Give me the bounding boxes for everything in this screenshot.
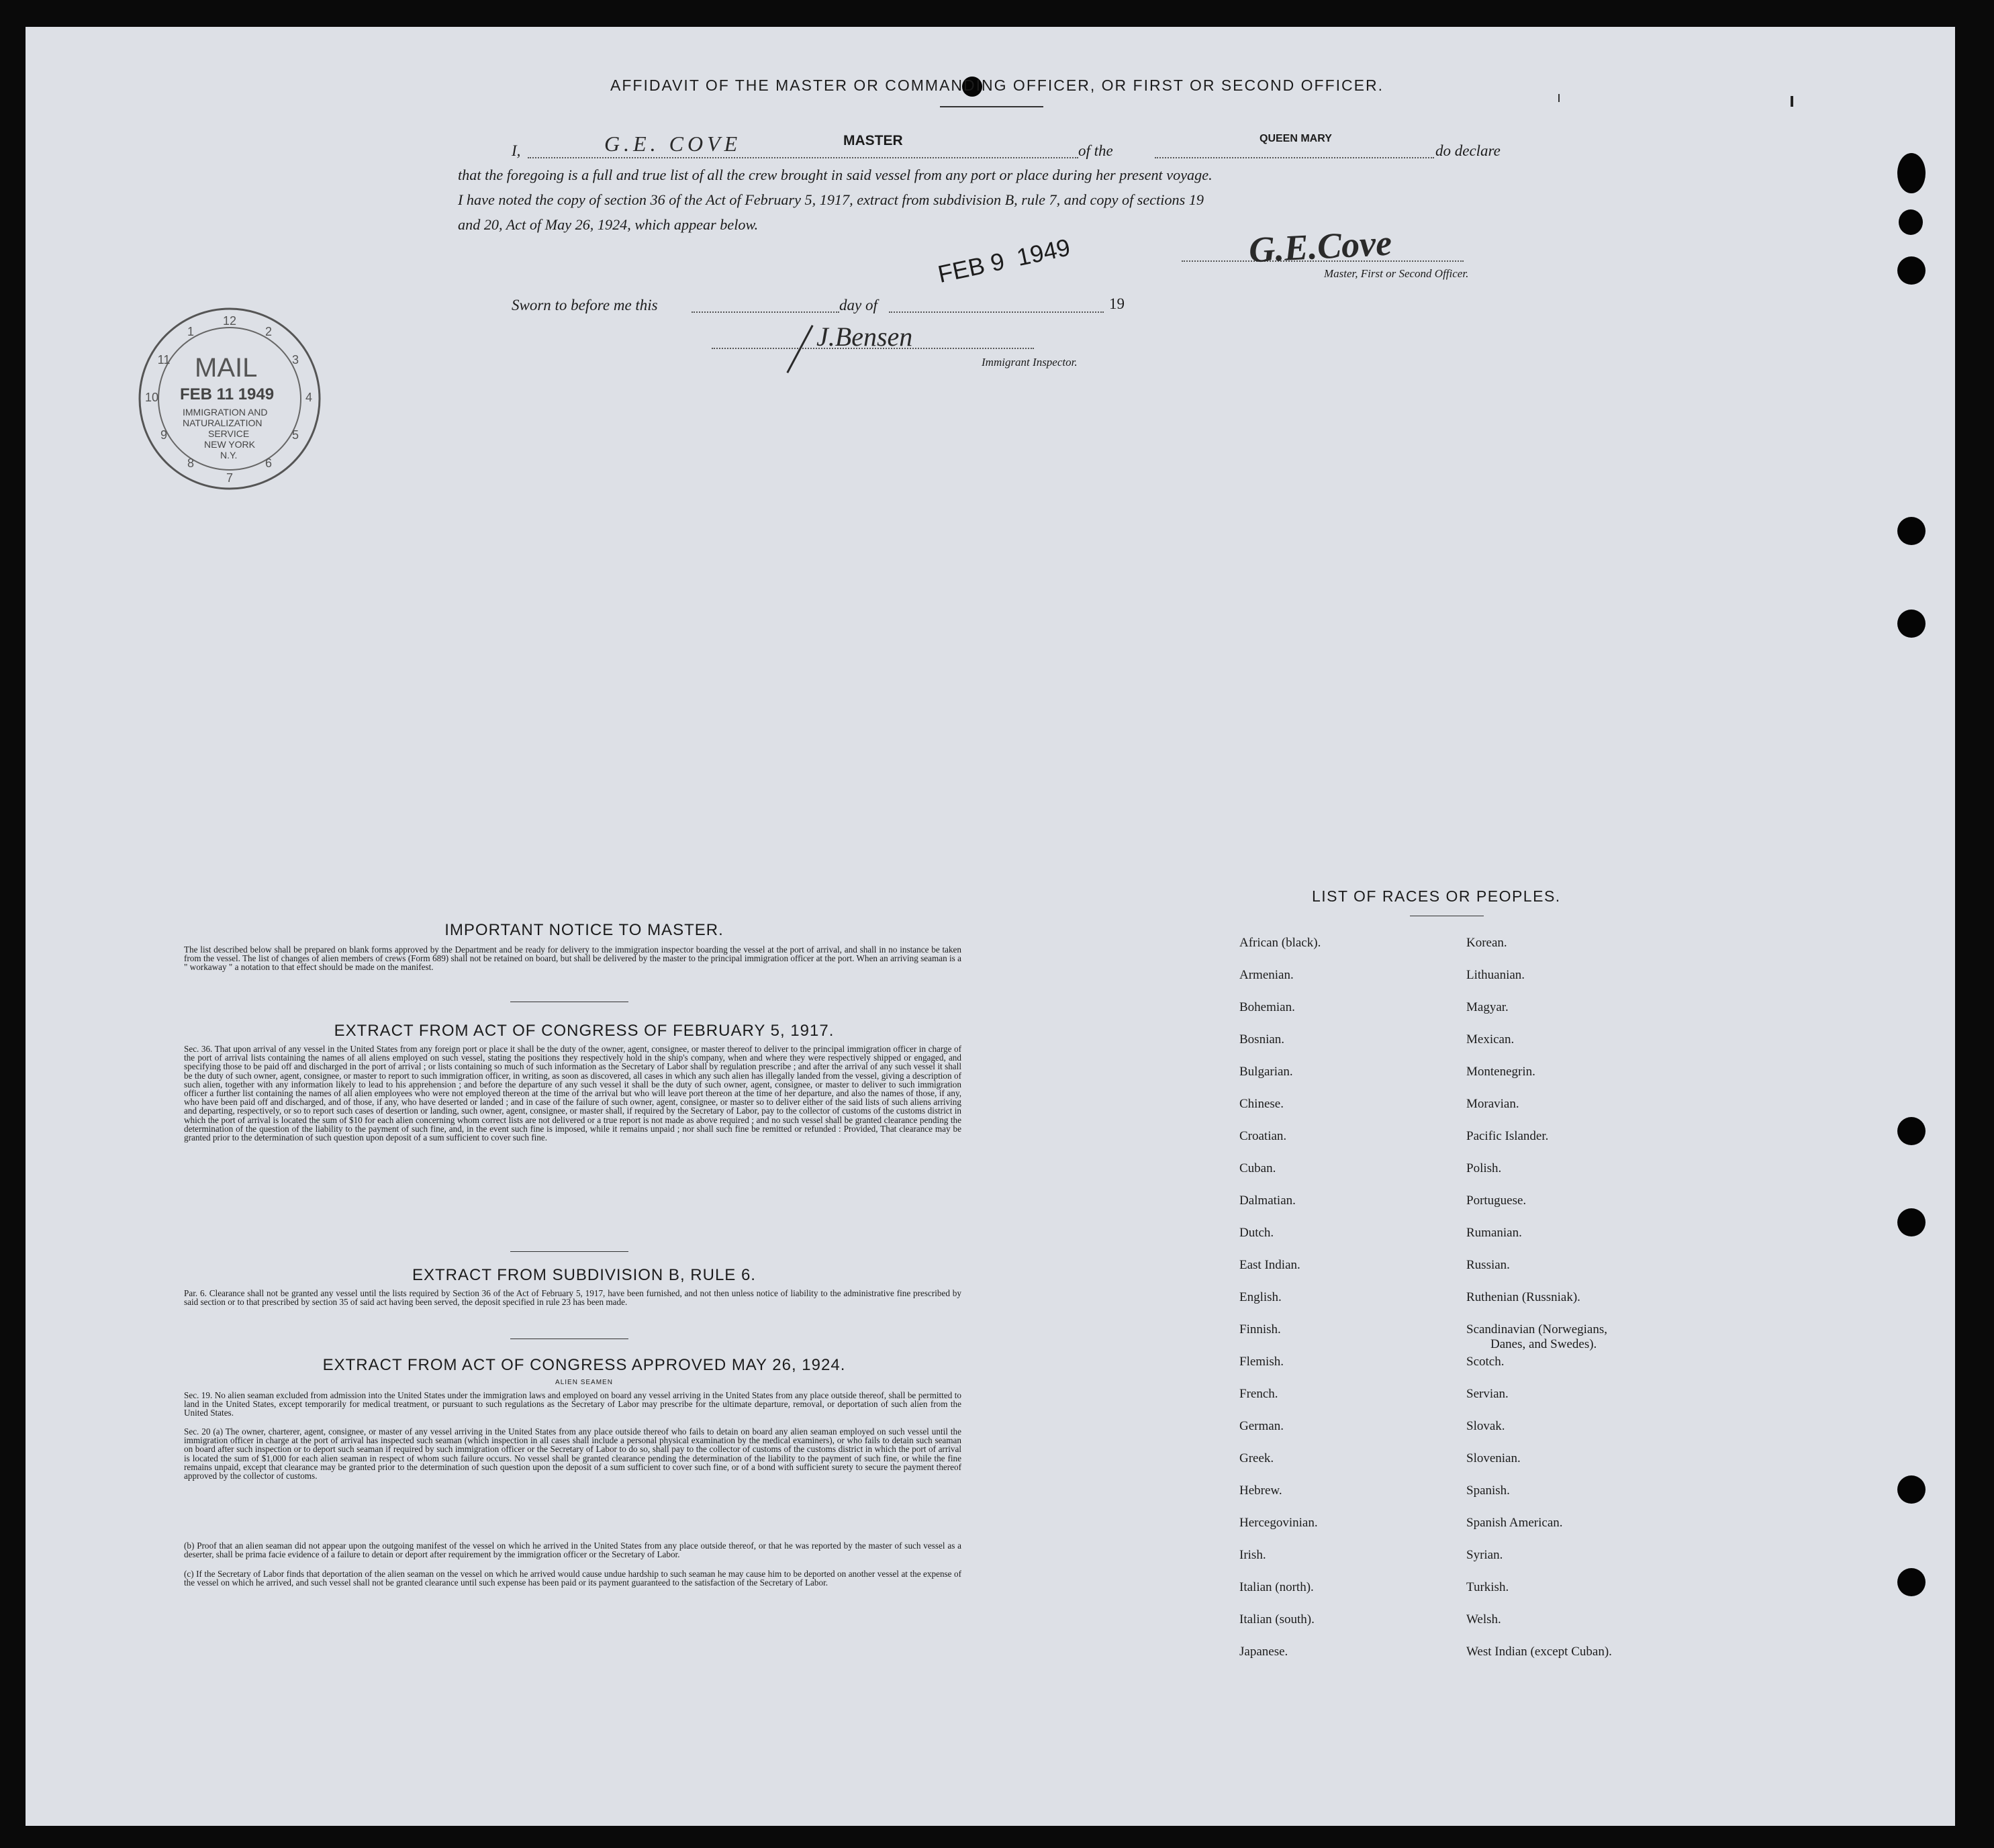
race-item: Finnish.: [1239, 1322, 1281, 1336]
extract-1924-sec19: Sec. 19. No alien seaman excluded from admission into the United States under the immigration laws and employed on board any vessel arriving in the United States from any place outside thereof, shall be permitted to land in the United States, except temporarily for medical treatment, or pursuant to such regulations as the Secretary of Labor may prescribe for the ultimate departure, removal, or deportation of such alien from the United States.: [184, 1390, 961, 1418]
extract-rule6-heading: EXTRACT FROM SUBDIVISION B, RULE 6.: [412, 1266, 756, 1284]
master-name-handwritten: G.E. COVE: [604, 132, 742, 156]
svg-text:11: 11: [157, 353, 171, 367]
name-fill-line: [528, 157, 1078, 158]
race-item: Spanish.: [1466, 1484, 1510, 1498]
race-item: Servian.: [1466, 1387, 1509, 1401]
stamp-line: IMMIGRATION AND: [183, 407, 268, 418]
extract-1924-sec20c: (c) If the Secretary of Labor finds that deportation of the alien seaman on the vessel on which he arrived would cause undue hardship to such seaman he may cause him to be deported on another vessel at the expense of the vessel on which he arrived, and such vessel shall not be granted clearance until such expense has been paid or its payment guaranteed to the satisfaction of the Secretary of Labor.: [184, 1569, 961, 1588]
extract-1917-heading: EXTRACT FROM ACT OF CONGRESS OF FEBRUARY 5, 1917.: [334, 1022, 835, 1040]
stamp-date: FEB 11 1949: [180, 385, 275, 403]
title-underline: [940, 106, 1043, 107]
signature-caption: Master, First or Second Officer.: [1324, 267, 1469, 280]
punch-hole: [1897, 1117, 1926, 1145]
svg-text:12: 12: [222, 314, 237, 328]
svg-text:8: 8: [187, 456, 195, 470]
race-item: Hebrew.: [1239, 1484, 1282, 1498]
punch-hole: [1897, 1208, 1926, 1236]
declaration-of-the: of the: [1078, 142, 1113, 159]
extract-1924-heading: EXTRACT FROM ACT OF CONGRESS APPROVED MAY 26, 1924.: [322, 1356, 846, 1374]
svg-text:3: 3: [291, 353, 299, 367]
inspector-caption: Immigrant Inspector.: [982, 356, 1078, 369]
svg-text:5: 5: [291, 428, 299, 442]
punch-hole: [1897, 610, 1926, 638]
declaration-i: I,: [512, 142, 521, 159]
sworn-text: Sworn to before me this: [512, 297, 658, 313]
race-item: Dutch.: [1239, 1226, 1274, 1240]
race-item: Russian.: [1466, 1258, 1510, 1272]
svg-text:4: 4: [305, 391, 313, 404]
race-item: Mexican.: [1466, 1032, 1515, 1047]
races-left-column: [1239, 936, 1321, 1677]
race-item: Welsh.: [1466, 1612, 1501, 1626]
race-item: Bosnian.: [1239, 1032, 1285, 1047]
race-item: Pacific Islander.: [1466, 1129, 1549, 1143]
race-item: Croatian.: [1239, 1129, 1287, 1143]
svg-text:9: 9: [160, 428, 168, 442]
race-item: Ruthenian (Russniak).: [1466, 1290, 1580, 1304]
stamp-line: N.Y.: [220, 450, 238, 460]
declaration-line-1: that the foregoing is a full and true list of all the crew brought in said vessel from any port or place during her present voyage.: [458, 166, 1213, 183]
punch-hole: [1897, 256, 1926, 285]
edge-mark: [1558, 94, 1560, 102]
race-item: Spanish American.: [1466, 1516, 1563, 1530]
race-item-continuation: Danes, and Swedes).: [1490, 1337, 1597, 1351]
race-item: Scandinavian (Norwegians,: [1466, 1322, 1607, 1336]
race-item: African (black).: [1239, 936, 1321, 950]
race-item: West Indian (except Cuban).: [1466, 1645, 1612, 1659]
race-item: Moravian.: [1466, 1097, 1519, 1111]
svg-text:1: 1: [187, 325, 195, 338]
svg-text:7: 7: [226, 471, 234, 485]
declaration-line-2: I have noted the copy of section 36 of the Act of February 5, 1917, extract from subdivision B, rule 7, and copy of sections 19: [458, 191, 1204, 208]
punch-hole: [1897, 1475, 1926, 1504]
race-item: Portuguese.: [1466, 1194, 1527, 1208]
sworn-year-prefix: 19: [1109, 295, 1125, 312]
race-item: Cuban.: [1239, 1161, 1276, 1175]
stamp-line: NATURALIZATION: [183, 418, 263, 428]
race-item: Irish.: [1239, 1548, 1266, 1562]
race-item: French.: [1239, 1387, 1278, 1401]
affidavit-title: AFFIDAVIT OF THE MASTER OR COMMANDING OFFICER, OR FIRST OR SECOND OFFICER.: [610, 77, 1384, 94]
extract-1924-subheading: ALIEN SEAMEN: [555, 1379, 613, 1386]
vessel-stamp: QUEEN MARY: [1260, 133, 1332, 144]
extract-1917-body: Sec. 36. That upon arrival of any vessel in the United States from any foreign port or place it shall be the duty of the owner, agent, consignee, or master thereof to deliver to the principal immigration officer in charge of the port of arrival lists containing the names of all aliens employed on such vessel, stating the positions they respectively hold in the ship's company, when and where they were respectively shipped or engaged, and specifying those to be paid off and discharged in the port of arrival ; or lists containing so much of such information as the Secretary of Labor shall by regulation prescribe ; and after the arrival of any such vessel it shall be the duty of such owner, agent, consignee, or master to report to such immigration officer, in writing, as soon as discovered, all cases in which any such alien has illegally landed from the vessel, giving a description of such alien, together with any information likely to lead to his apprehension ; and before the departure of any such vessel it shall be the duty of such owner, agent, consignee, or master to deliver to such immigration officer a further list containing the names of all alien employees who were not employed thereon at the time of the arrival but who will leave port thereon at the time of her departure, and also the names of those, if any, who have been paid off and discharged, and of those, if any, who have deserted or landed ; and in case of the failure of such owner, agent, consignee, or master so to deliver either of the said lists of such aliens arriving and departing, respectively, or so to report such cases of desertion or landing, such owner, agent, consignee, or master shall, if required by the Secretary of Labor, pay to the collector of customs of the customs district in which the port of arrival is located the sum of $10 for each alien concerning whom correct lists are not delivered or a true report is not made as above required ; and no such vessel shall be granted clearance pending the determination of the question of the liability to the payment of such fine, and, in the event such fine is imposed, while it remains unpaid ; nor shall such fine be remitted or refunded : Provided, That clearance may be granted prior to the determination of such question upon deposit of a sum sufficient to cover such fine.: [184, 1044, 961, 1143]
notice-heading: IMPORTANT NOTICE TO MASTER.: [444, 921, 724, 939]
race-item: Magyar.: [1466, 1000, 1509, 1014]
inspector-signature: J.Bensen: [816, 322, 913, 352]
race-item: Flemish.: [1239, 1355, 1284, 1369]
edge-mark: [1791, 96, 1793, 107]
race-item: Armenian.: [1239, 968, 1294, 982]
stamp-word: MAIL: [195, 353, 258, 383]
punch-hole: [1897, 1568, 1926, 1596]
race-item: Italian (north).: [1239, 1580, 1314, 1594]
vessel-fill-line: [1155, 157, 1434, 158]
race-item: Korean.: [1466, 936, 1507, 950]
race-item: Chinese.: [1239, 1097, 1284, 1111]
race-item: Polish.: [1466, 1161, 1502, 1175]
race-item: German.: [1239, 1419, 1284, 1433]
notice-body: The list described below shall be prepared on blank forms approved by the Department and be ready for delivery to the immigration inspector boarding the vessel at the port of arrival, and shall in no instance be taken from the vessel. The list of changes of alien members of crews (Form 689) shall not be retained on board, but shall be delivered by the master to the principal immigration officer at the port. When an arriving seaman is a " workaway " a notation to that effect should be made on the manifest.: [184, 944, 961, 973]
sworn-fill-1: [692, 311, 839, 313]
svg-text:10: 10: [144, 391, 159, 404]
race-item: Bulgarian.: [1239, 1065, 1293, 1079]
sworn-fill-2: [889, 311, 1104, 313]
race-item: Italian (south).: [1239, 1612, 1315, 1626]
race-item: Dalmatian.: [1239, 1194, 1296, 1208]
race-item: Japanese.: [1239, 1645, 1288, 1659]
extract-1924-sec20b: (b) Proof that an alien seaman did not appear upon the outgoing manifest of the vessel on which he arrived in the United States from any place outside thereof, or that he was reported by the master of such vessel as a deserter, shall be prima facie evidence of a failure to detain or deport after requirement by the immigration officer or the Secretary of Labor.: [184, 1541, 961, 1560]
races-heading: LIST OF RACES OR PEOPLES.: [1312, 887, 1561, 905]
race-item: Rumanian.: [1466, 1226, 1522, 1240]
race-item: Slovenian.: [1466, 1451, 1521, 1465]
stamp-line: SERVICE: [208, 428, 250, 439]
race-item: English.: [1239, 1290, 1282, 1304]
race-item: East Indian.: [1239, 1258, 1300, 1272]
punch-hole: [1897, 517, 1926, 545]
rank-stamp: MASTER: [843, 133, 903, 148]
race-item: Bohemian.: [1239, 1000, 1295, 1014]
extract-1924-sec20a: Sec. 20 (a) The owner, charterer, agent, consignee, or master of any vessel arriving in the United States from any place outside thereof who fails to detain on board any alien seaman employed on such vessel until the immigration officer in charge at the port of arrival has inspected such seaman (which inspection in all cases shall include a personal physical examination by the medical examiners), or who fails to detain such seaman on board after such inspection or to deport such seaman if required by such immigration officer or the Secretary of Labor to do so, shall pay to the collector of customs of the customs district in which the port of arrival is located the sum of $1,000 for each alien seaman in respect of whom such failure occurs. No vessel shall be granted clearance pending the determination of the liability to the payment of such fine, or while the fine remains unpaid, except that clearance may be granted prior to the determination of such question upon the deposit of a sum sufficient to cover such fine, or of a bond with sufficient surety to secure the payment thereof approved by the collector of customs.: [184, 1426, 961, 1481]
svg-text:6: 6: [265, 456, 273, 470]
stamp-line: NEW YORK: [204, 439, 255, 450]
svg-text:2: 2: [265, 325, 273, 338]
declaration-do-declare: do declare: [1435, 142, 1501, 159]
punch-hole: [1899, 209, 1923, 235]
race-item: Scotch.: [1466, 1355, 1505, 1369]
date-stamp: FEB 9 1949: [935, 233, 1073, 289]
sworn-day-of: day of: [839, 297, 877, 313]
master-signature: G.E.Cove: [1247, 222, 1393, 271]
race-item: Slovak.: [1466, 1419, 1505, 1433]
race-item: Lithuanian.: [1466, 968, 1525, 982]
race-item: Greek.: [1239, 1451, 1274, 1465]
race-item: Montenegrin.: [1466, 1065, 1535, 1079]
mail-received-stamp: [136, 306, 324, 491]
races-right-column: [1466, 936, 1612, 1677]
section-divider: [510, 1251, 628, 1252]
race-item: Turkish.: [1466, 1580, 1509, 1594]
extract-rule6-body: Par. 6. Clearance shall not be granted any vessel until the lists required by Section 36 of the Act of February 5, 1917, have been furnished, and not then unless notice of liability to the administrative fine prescribed by said section or to that prescribed by section 35 of said act having been served, the deposit specified in rule 23 has been made.: [184, 1288, 961, 1308]
declaration-line-3: and 20, Act of May 26, 1924, which appear below.: [458, 216, 759, 233]
race-item: Hercegovinian.: [1239, 1516, 1318, 1530]
race-item: Syrian.: [1466, 1548, 1503, 1562]
punch-hole: [1897, 153, 1926, 193]
